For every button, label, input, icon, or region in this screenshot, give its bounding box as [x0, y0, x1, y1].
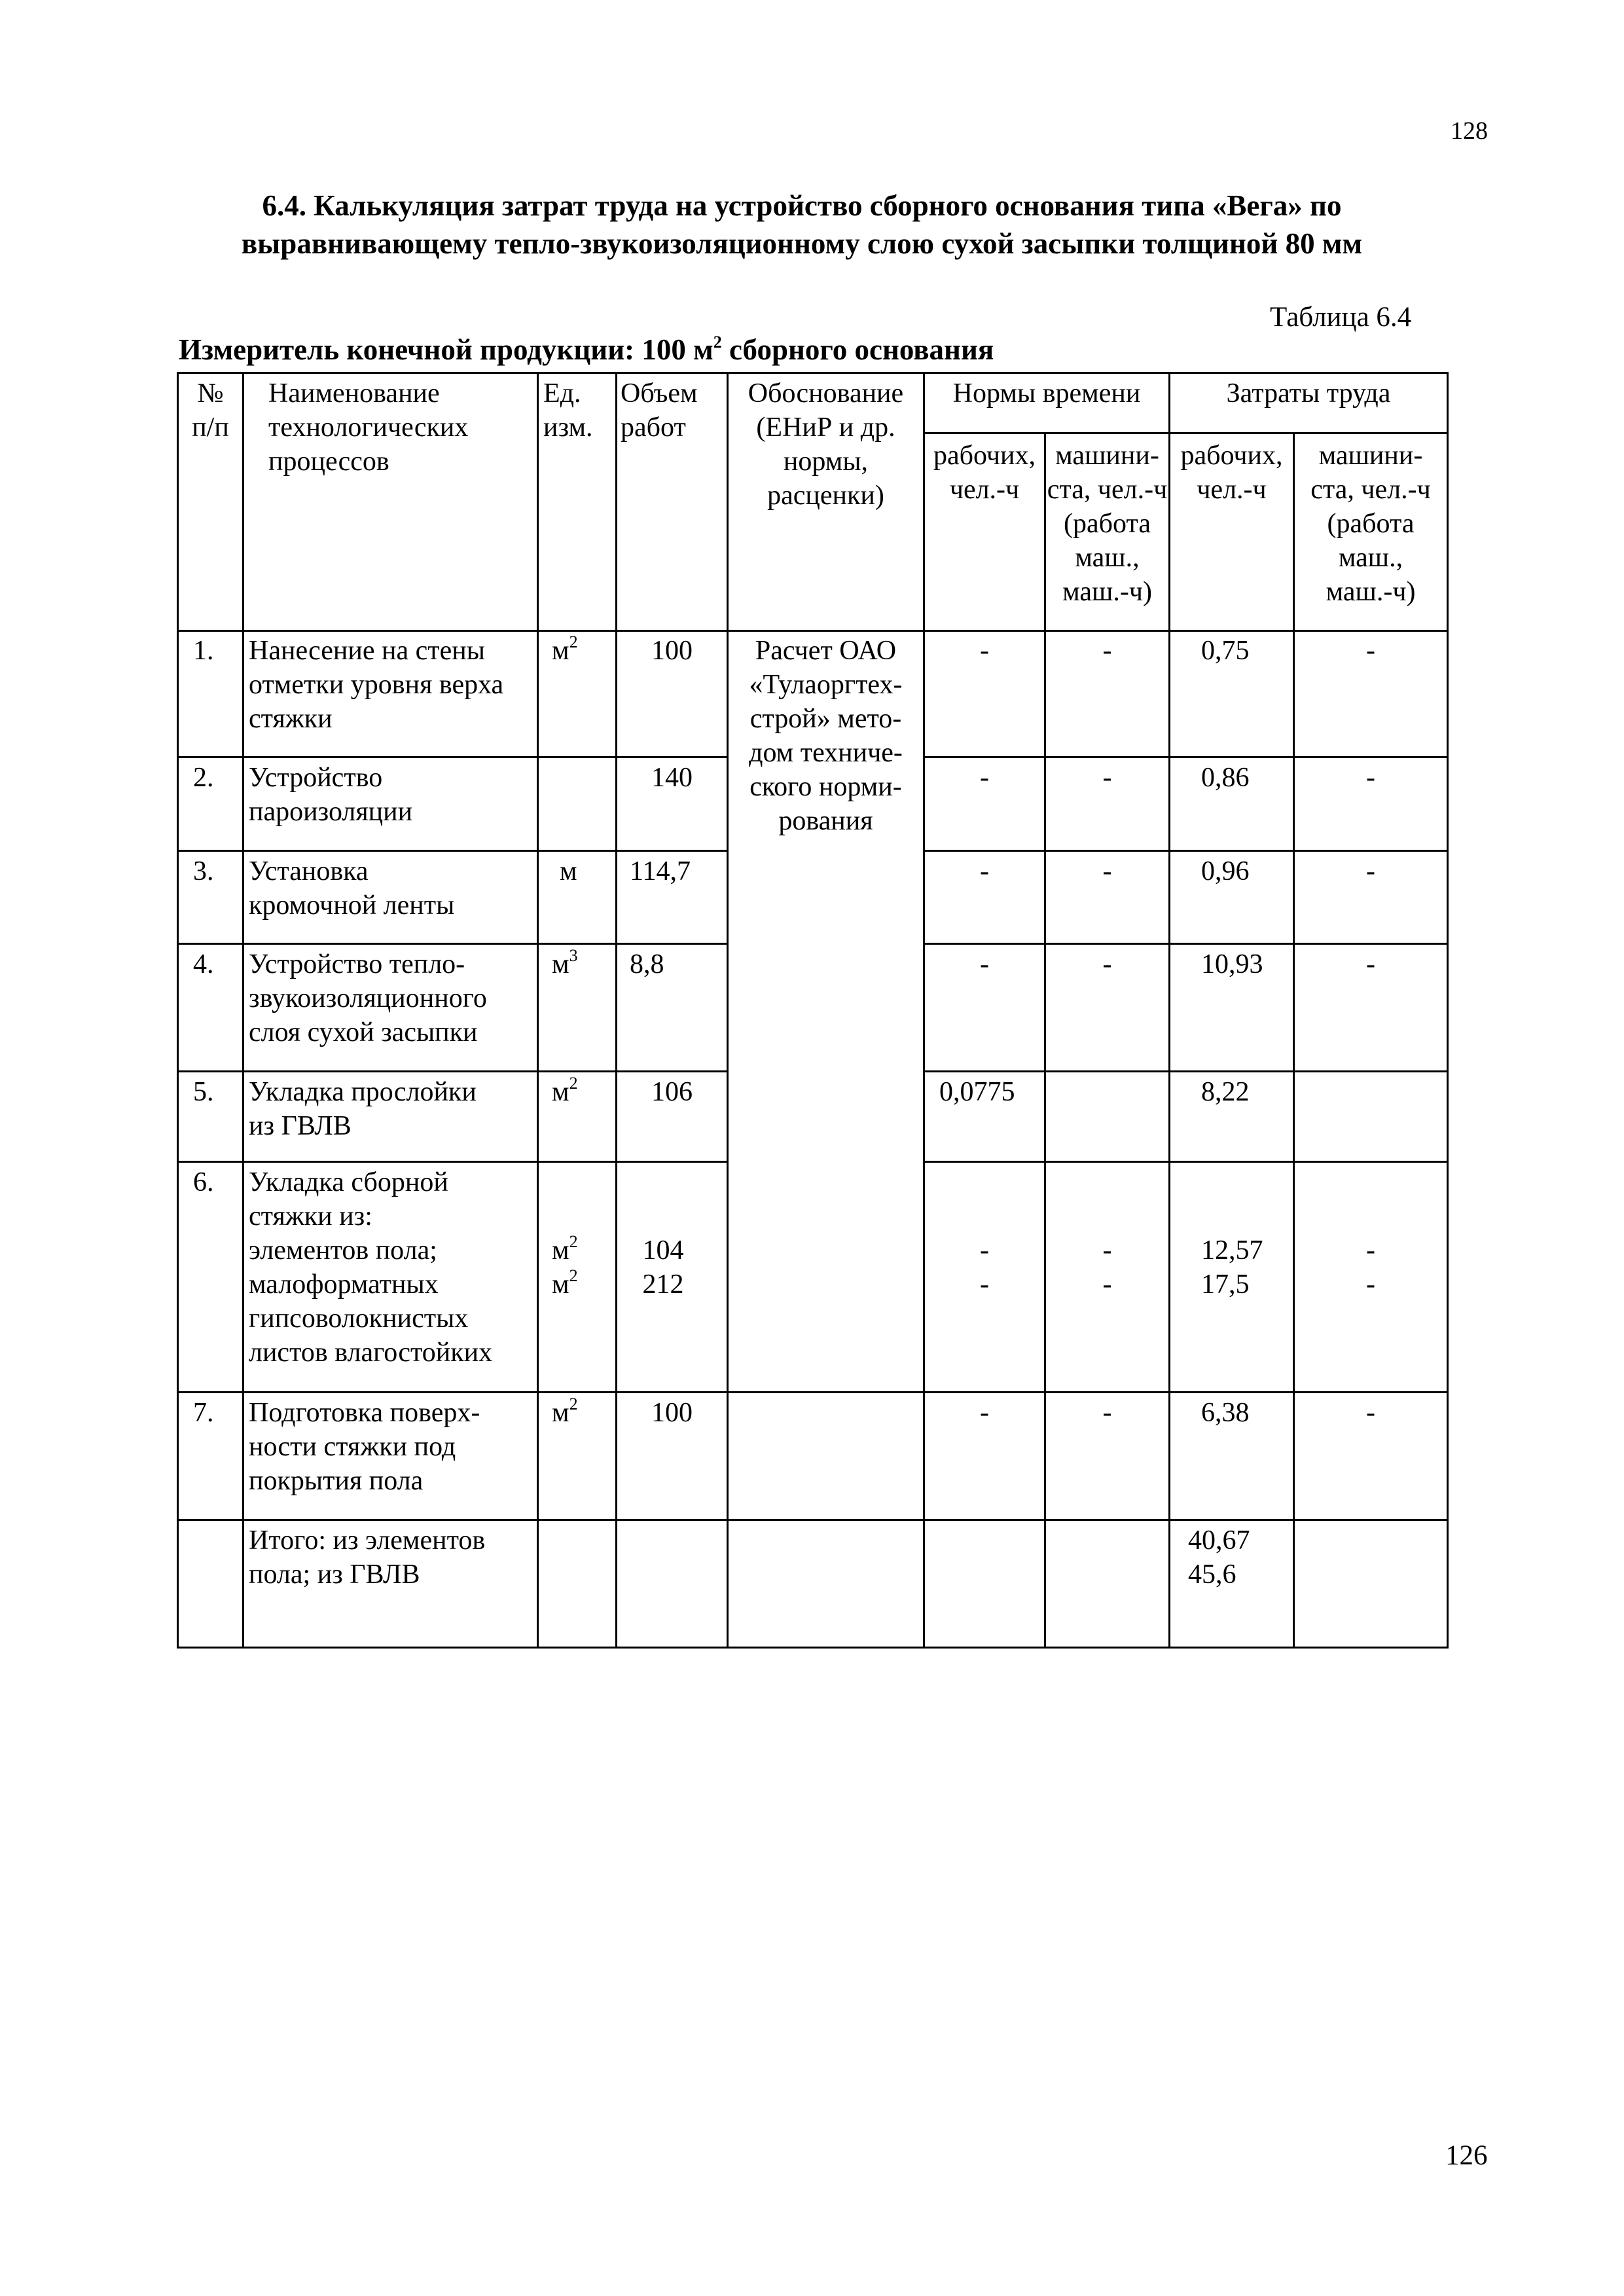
- grid-line: [177, 630, 1449, 632]
- row-name: [249, 761, 537, 829]
- row-number: 3.: [193, 856, 214, 886]
- row-name: [249, 1396, 537, 1498]
- header-norm-machinist: [1046, 439, 1168, 609]
- value-line: 12,57: [1201, 1235, 1263, 1266]
- unit-sup: 2: [569, 1266, 578, 1285]
- grid-line: [177, 850, 729, 852]
- row-unit: [552, 947, 578, 981]
- header-costs: Затраты труда: [1226, 378, 1391, 409]
- unit-text: м: [552, 1398, 569, 1428]
- row-norm-workers: -: [980, 1398, 989, 1428]
- row-cost-workers: 0,75: [1201, 636, 1250, 666]
- row-norm-machinist: -: [1102, 763, 1112, 793]
- header-text: п/п: [192, 412, 229, 443]
- measure-suffix: сборного основания: [721, 333, 994, 366]
- row-norm-workers: -: [980, 636, 989, 666]
- header-text: машини-: [1318, 441, 1423, 471]
- row-norm-workers: -: [980, 763, 989, 793]
- name-line: Укладка сборной: [249, 1167, 448, 1197]
- header-text: чел.-ч: [949, 475, 1020, 505]
- row-name: [249, 1165, 537, 1370]
- page-number-top: 128: [1451, 117, 1488, 145]
- unit-sup: 3: [569, 946, 578, 965]
- grid-line: [537, 372, 539, 1649]
- header-text: маш.,: [1075, 543, 1140, 573]
- row-cost-workers: 8,22: [1201, 1077, 1250, 1107]
- header-norm-workers: [925, 439, 1044, 507]
- header-text: машини-: [1055, 441, 1159, 471]
- row-norm-workers: [925, 1233, 1044, 1302]
- unit-sup: 2: [569, 1394, 578, 1413]
- row-cost-workers: 6,38: [1201, 1398, 1250, 1428]
- value-line: -: [1102, 1269, 1112, 1300]
- row-number: 2.: [193, 763, 214, 793]
- name-line: стяжки из:: [249, 1201, 372, 1231]
- header-no: [179, 376, 242, 445]
- header-text: маш.-ч): [1326, 577, 1416, 607]
- row-unit: [552, 1075, 578, 1109]
- header-text: №: [197, 378, 224, 409]
- row-cost-machinist: -: [1366, 856, 1375, 886]
- header-text: Обоснование: [748, 378, 904, 409]
- row-cost-machinist: -: [1366, 636, 1375, 666]
- grid-line: [1168, 372, 1170, 1649]
- header-name: [268, 376, 533, 479]
- name-line: покрытия пола: [249, 1466, 424, 1496]
- row-norm-machinist: -: [1102, 636, 1112, 666]
- row-number: 1.: [193, 636, 214, 666]
- row-name: [249, 854, 537, 922]
- header-basis: [729, 376, 923, 513]
- name-line: малоформатных: [249, 1269, 439, 1300]
- value-line: -: [1366, 1235, 1375, 1266]
- row-cost-workers: 0,96: [1201, 856, 1250, 886]
- name-line: стяжки: [249, 704, 333, 734]
- name-line: Итого: из элементов: [249, 1525, 486, 1556]
- name-line: звукоизоляционного: [249, 983, 487, 1013]
- header-text: процессов: [268, 446, 389, 477]
- row-unit: [552, 1396, 578, 1430]
- name-line: отметки уровня верха: [249, 670, 504, 700]
- page-number-bottom: 126: [1445, 2140, 1488, 2171]
- row-norm-workers: -: [980, 856, 989, 886]
- row-volume: 106: [651, 1077, 693, 1107]
- header-cost-machinist: [1295, 439, 1447, 609]
- name-line: Укладка прослойки: [249, 1077, 477, 1107]
- grid-line: [177, 943, 729, 945]
- value-line: -: [1102, 1235, 1112, 1266]
- row-volume: 140: [651, 763, 693, 793]
- row-unit: [552, 634, 578, 668]
- measure-prefix: Измеритель конечной продукции: 100 м: [179, 333, 713, 366]
- basis-line: строй» мето-: [749, 704, 902, 734]
- header-text: расценки): [767, 481, 884, 511]
- header-unit: [543, 376, 612, 445]
- row-unit: [552, 1233, 578, 1302]
- row-name: [249, 634, 537, 736]
- grid-line: [177, 372, 179, 1649]
- grid-line: [923, 850, 1449, 852]
- title-line-2: выравнивающему тепло-звукоизоляционному слою сухой засыпки толщиной 80 мм: [241, 227, 1363, 260]
- unit-text: м: [552, 949, 569, 979]
- row-norm-machinist: -: [1102, 856, 1112, 886]
- grid-line: [242, 372, 244, 1649]
- volume-line: 212: [642, 1269, 684, 1300]
- basis-cell: [729, 634, 923, 838]
- name-line: из ГВЛВ: [249, 1111, 352, 1141]
- header-text: Наименование: [268, 378, 440, 409]
- value-line: -: [1366, 1269, 1375, 1300]
- row-unit: м: [560, 856, 577, 886]
- grid-line: [923, 756, 1449, 758]
- unit-text: м: [552, 1077, 569, 1107]
- title-line-1: 6.4. Калькуляция затрат труда на устройство сборного основания типа «Вега» по: [262, 189, 1342, 222]
- grid-line: [1293, 432, 1295, 1649]
- grid-line: [923, 1161, 1449, 1163]
- grid-line: [615, 372, 617, 1649]
- unit-line: [552, 1233, 578, 1267]
- row-norm-machinist: -: [1102, 1398, 1112, 1428]
- name-line: пароизоляции: [249, 797, 413, 827]
- header-text: рабочих,: [1180, 441, 1283, 471]
- row-number: 4.: [193, 949, 214, 979]
- unit-line: [552, 1267, 578, 1302]
- grid-line: [177, 756, 729, 758]
- table-label: Таблица 6.4: [1270, 302, 1412, 333]
- grid-line: [727, 372, 729, 1649]
- name-line: Подготовка поверх-: [249, 1398, 480, 1428]
- name-line: Устройство тепло-: [249, 949, 465, 979]
- value-line: 45,6: [1188, 1559, 1236, 1590]
- header-text: маш.,: [1338, 543, 1403, 573]
- value-line: -: [980, 1235, 989, 1266]
- unit-sup: 2: [569, 1074, 578, 1093]
- header-text: работ: [621, 412, 686, 443]
- row-cost-workers: 10,93: [1201, 949, 1263, 979]
- basis-line: дом техниче-: [749, 738, 903, 768]
- value-line: 40,67: [1188, 1525, 1250, 1556]
- header-text: ста, чел.-ч: [1310, 475, 1431, 505]
- row-number: 7.: [193, 1398, 214, 1428]
- grid-line: [1044, 432, 1046, 1649]
- unit-sup: 2: [569, 1232, 578, 1251]
- grid-line: [177, 1391, 1449, 1393]
- name-line: Устройство: [249, 763, 383, 793]
- value-line: 17,5: [1201, 1269, 1250, 1300]
- header-text: Ед.: [543, 378, 581, 409]
- row-cost-machinist: -: [1366, 763, 1375, 793]
- header-text: ста, чел.-ч: [1047, 475, 1168, 505]
- row-cost-workers: [1201, 1233, 1263, 1302]
- volume-line: 104: [642, 1235, 684, 1266]
- unit-text: м: [552, 1235, 569, 1266]
- grid-line: [923, 432, 1449, 434]
- basis-line: рования: [778, 806, 873, 836]
- row-norm-workers: 0,0775: [939, 1077, 1015, 1107]
- row-norm-workers: -: [980, 949, 989, 979]
- name-line: Установка: [249, 856, 369, 886]
- value-line: -: [980, 1269, 989, 1300]
- name-line: листов влагостойких: [249, 1338, 493, 1368]
- basis-line: ского норми-: [749, 772, 902, 802]
- header-text: нормы,: [783, 446, 869, 477]
- unit-text: м: [552, 1269, 569, 1300]
- row-volume: [617, 1233, 709, 1302]
- grid-line: [923, 943, 1449, 945]
- row-volume: 8,8: [630, 949, 664, 979]
- basis-line: «Тулаоргтех-: [749, 670, 903, 700]
- row-number: 6.: [193, 1167, 214, 1197]
- row-cost-machinist: -: [1366, 949, 1375, 979]
- name-line: слоя сухой засыпки: [249, 1017, 478, 1048]
- header-text: (работа: [1064, 509, 1151, 539]
- row-volume: 100: [651, 1398, 693, 1428]
- grid-line: [1447, 372, 1449, 1649]
- row-volume: 100: [651, 636, 693, 666]
- total-label: [249, 1523, 537, 1592]
- row-name: [249, 1075, 537, 1143]
- header-text: рабочих,: [933, 441, 1036, 471]
- row-norm-machinist: [1046, 1233, 1168, 1302]
- row-cost-machinist: -: [1366, 1398, 1375, 1428]
- header-text: изм.: [543, 412, 593, 443]
- header-norms: Нормы времени: [952, 378, 1141, 409]
- grid-line: [923, 372, 925, 1649]
- header-text: Объем: [621, 378, 698, 409]
- row-name: [249, 947, 537, 1049]
- header-text: технологических: [268, 412, 469, 443]
- header-text: (работа: [1327, 509, 1415, 539]
- row-number: 5.: [193, 1077, 214, 1107]
- row-cost-machinist: [1295, 1233, 1447, 1302]
- unit-sup: 2: [569, 632, 578, 651]
- grid-line: [177, 1647, 1449, 1649]
- basis-line: Расчет ОАО: [755, 636, 897, 666]
- header-text: чел.-ч: [1197, 475, 1267, 505]
- name-line: элементов пола;: [249, 1235, 437, 1266]
- header-cost-workers: [1170, 439, 1293, 507]
- total-cost-workers: [1188, 1523, 1250, 1592]
- header-text: (ЕНиР и др.: [756, 412, 895, 443]
- row-cost-workers: 0,86: [1201, 763, 1250, 793]
- name-line: ности стяжки под: [249, 1432, 456, 1462]
- unit-text: м: [552, 636, 569, 666]
- grid-line: [177, 372, 1449, 374]
- name-line: кромочной ленты: [249, 890, 455, 920]
- row-volume: 114,7: [630, 856, 691, 886]
- name-line: Нанесение на стены: [249, 636, 485, 666]
- grid-line: [177, 1161, 729, 1163]
- header-volume: [621, 376, 725, 445]
- grid-line: [923, 1070, 1449, 1072]
- name-line: гипсоволокнистых: [249, 1303, 469, 1334]
- measure-sup: 2: [713, 333, 722, 352]
- grid-line: [177, 1519, 1449, 1521]
- grid-line: [177, 1070, 729, 1072]
- row-norm-machinist: -: [1102, 949, 1112, 979]
- header-text: маш.-ч): [1062, 577, 1152, 607]
- measure-unit-caption: [179, 333, 994, 367]
- name-line: пола; из ГВЛВ: [249, 1559, 420, 1590]
- section-title: [151, 187, 1453, 263]
